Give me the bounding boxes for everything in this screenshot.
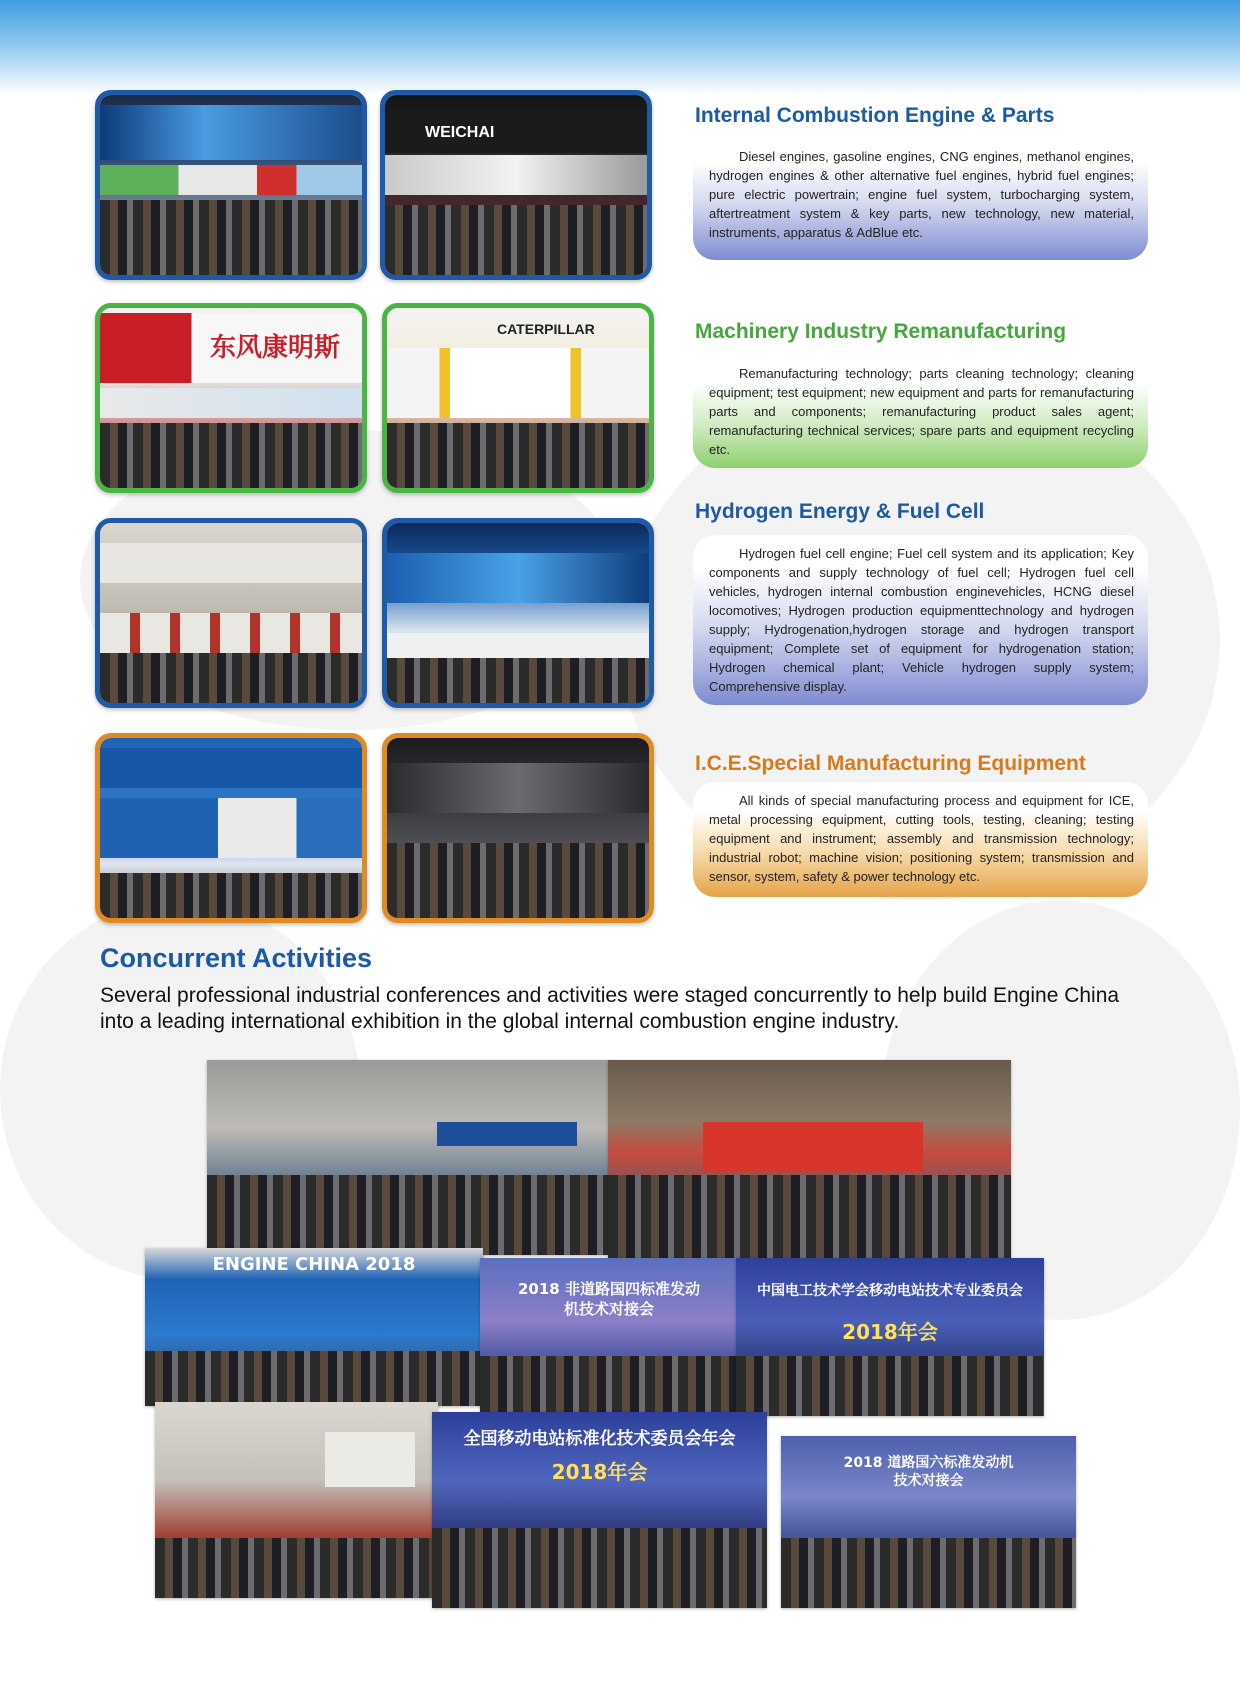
nonroad-banner-line1: 2018 非道路国四标准发动: [518, 1280, 700, 1298]
category-description-manufacturing: All kinds of special manufacturing process and equipment for ICE, metal processing equipment, cutting tools, testing, cleaning; testing equipment and instrument; assembly and transmission technology; industrial robot; machine vision; positioning system; transmission and sensor, system, safety & power technology etc.: [693, 782, 1148, 897]
engine-china-banner: ENGINE CHINA 2018: [212, 1254, 416, 1275]
forum-photo-engine-china: [145, 1248, 483, 1406]
caterpillar-sign: CATERPILLAR: [497, 321, 595, 337]
category-description-ice: Diesel engines, gasoline engines, CNG engines, methanol engines, hydrogen engines & other alternative fuel engines, hybrid fuel engines; pure electric powertrain; engine fuel system, turbocharging system, aftertreatment system & key parts, new technology, new material, instruments, apparatus & AdBlue etc.: [693, 138, 1148, 260]
nonroad-banner-line2: 机技术对接会: [563, 1300, 654, 1318]
exhibition-photo-reman-1: [95, 303, 367, 493]
conference-photo-1: [207, 1060, 610, 1255]
group-photo-standardization-committee: [432, 1412, 767, 1608]
concurrent-activities-title: Concurrent Activities: [100, 943, 373, 973]
group-photo-nonroad-meeting: [480, 1258, 738, 1416]
committee-banner-line1: 全国移动电站标准化技术委员会年会: [463, 1429, 736, 1449]
header-band: [0, 0, 1240, 95]
dongfeng-sign: 东风康明斯: [100, 313, 362, 383]
ceee-banner-line1: 中国电工技术学会移动电站技术专业委员会: [757, 1283, 1023, 1299]
exhibition-photo-manufacturing-1: [95, 733, 367, 923]
conference-photo-2: [608, 1060, 1011, 1265]
exhibition-photo-hydrogen-2: [382, 518, 654, 708]
group-photo-ceee-annual-meeting: [736, 1258, 1044, 1416]
category-description-hydrogen: Hydrogen fuel cell engine; Fuel cell system and its application; Key components and supply technology of fuel cell; Hydrogen fuel cell vehicles, hydrogen internal combustion enginevehicles, HCNG diesel locomotives; Hydrogen production equipmenttechnology and hydrogen supply; Hydrogenation,hydrogen storage and hydrogen transport equipment; Complete set of equipment for hydrogenation station; Hydrogen chemical plant; Vehicle hydrogen supply system; Comprehensive display.: [693, 535, 1148, 705]
group-photo-onroad-meeting: [781, 1436, 1076, 1608]
weichai-sign: WEICHAI: [385, 113, 647, 153]
exhibition-photo-ice-1: [95, 90, 367, 280]
category-title-manufacturing: I.C.E.Special Manufacturing Equipment: [695, 752, 1086, 775]
onroad-banner-line2: 技术对接会: [893, 1473, 964, 1489]
category-description-remanufacturing: Remanufacturing technology; parts cleaning technology; cleaning equipment; test equipment; new equipment and parts for remanufacturing parts and components; remanufacturing product sales agent; remanufacturing technical services; spare parts and equipment recycling etc.: [693, 355, 1148, 468]
exhibition-photo-reman-2: [382, 303, 654, 493]
concurrent-activities-description: Several professional industrial conferences and activities were staged concurrently to help build Engine China into a leading international exhibition in the global internal combustion engine industry.: [100, 984, 1120, 1033]
category-title-hydrogen: Hydrogen Energy & Fuel Cell: [695, 500, 985, 523]
category-title-remanufacturing: Machinery Industry Remanufacturing: [695, 320, 1067, 343]
forum-photo-hydrogen-1: [95, 518, 367, 708]
exhibition-photo-ice-2: [380, 90, 652, 280]
conference-photo-hydrogen-forum: [155, 1402, 438, 1598]
committee-banner-line2: 2018年会: [551, 1460, 648, 1484]
onroad-banner-line1: 2018 道路国六标准发动机: [843, 1455, 1014, 1471]
category-title-ice: Internal Combustion Engine & Parts: [695, 104, 1055, 127]
ceee-banner-line2: 2018年会: [842, 1320, 938, 1344]
exhibition-photo-manufacturing-2: [382, 733, 654, 923]
